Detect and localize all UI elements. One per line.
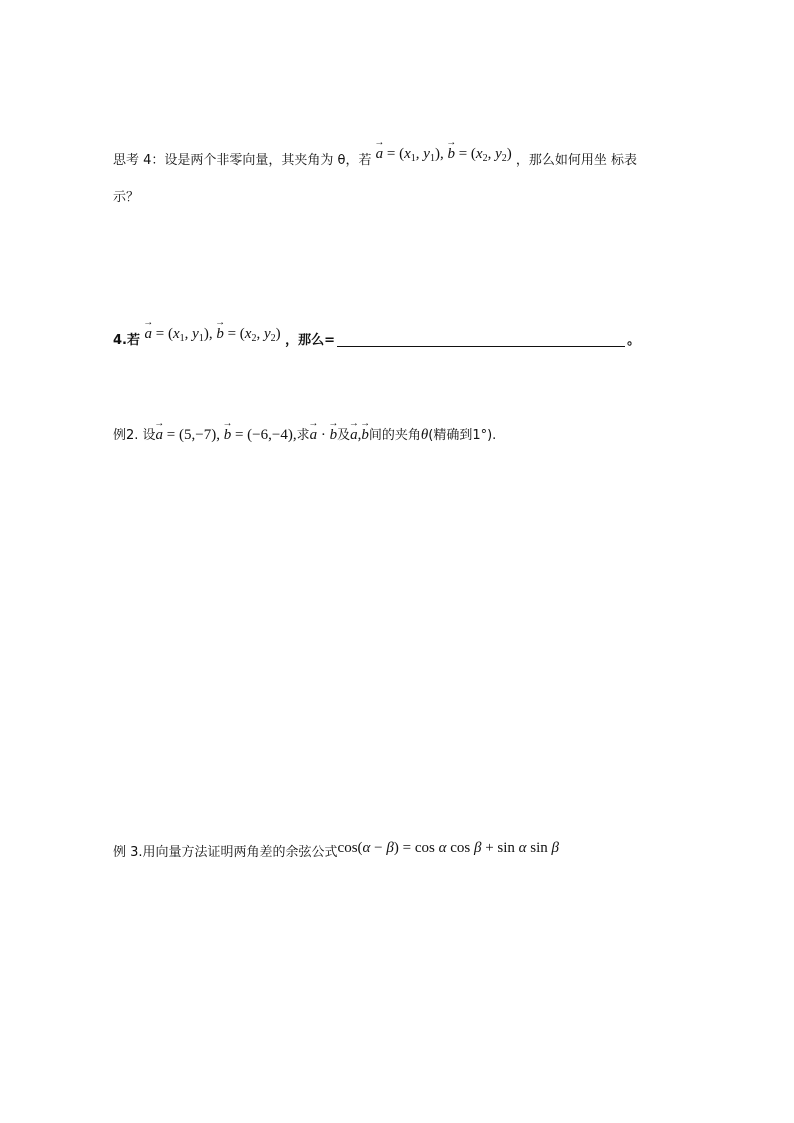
theta-symbol: θ (420, 427, 429, 443)
item-4-prefix: 4.若 (113, 333, 140, 348)
item-4-line (113, 326, 641, 351)
item-4-end: 。 (627, 333, 641, 348)
example-2-text-2: 及 (337, 428, 351, 443)
example-2-text-1: 求 (296, 428, 310, 443)
example-2-text-4: (精确到1°). (428, 428, 497, 443)
example-2-vectors: → a = (5,−7), → b = (−6,−4), (156, 425, 297, 445)
item-4-vector-formula: → $a = (x_1$, $y_1$), → $b = (x_2$, $y_2$) (145, 324, 281, 344)
vector-coordinates-formula: → $a = (x_1$, $y_1$), → $b = (x_2$, $y_2$) (376, 144, 512, 164)
think-4-suffix: ，那么如何用坐 标表 (515, 153, 638, 168)
example-3-line (113, 838, 559, 859)
think-4-prefix: 思考 4：设是两个非零向量，其夹角为 θ，若 (113, 153, 372, 168)
think-4-line2-text: 示？ (113, 190, 140, 205)
think-4-line-1 (113, 146, 638, 171)
example-2-text-3: 间的夹角 (368, 428, 421, 443)
example-3-prefix: 例 3.用向量方法证明两角差的余弦公式 (113, 845, 338, 860)
example-2-line (113, 425, 496, 446)
think-4-line-2 (113, 188, 139, 208)
example-2-prefix: 例2. 设 (113, 428, 156, 443)
vector-pair-expression: → a,→ b (350, 425, 369, 445)
answer-blank[interactable] (337, 332, 625, 347)
item-4-middle: ，那么= (285, 333, 336, 348)
dot-product-expression: → a · → b (310, 425, 338, 445)
cosine-difference-formula: cos(α − β) = cos α cos β + sin α sin β (337, 840, 560, 856)
